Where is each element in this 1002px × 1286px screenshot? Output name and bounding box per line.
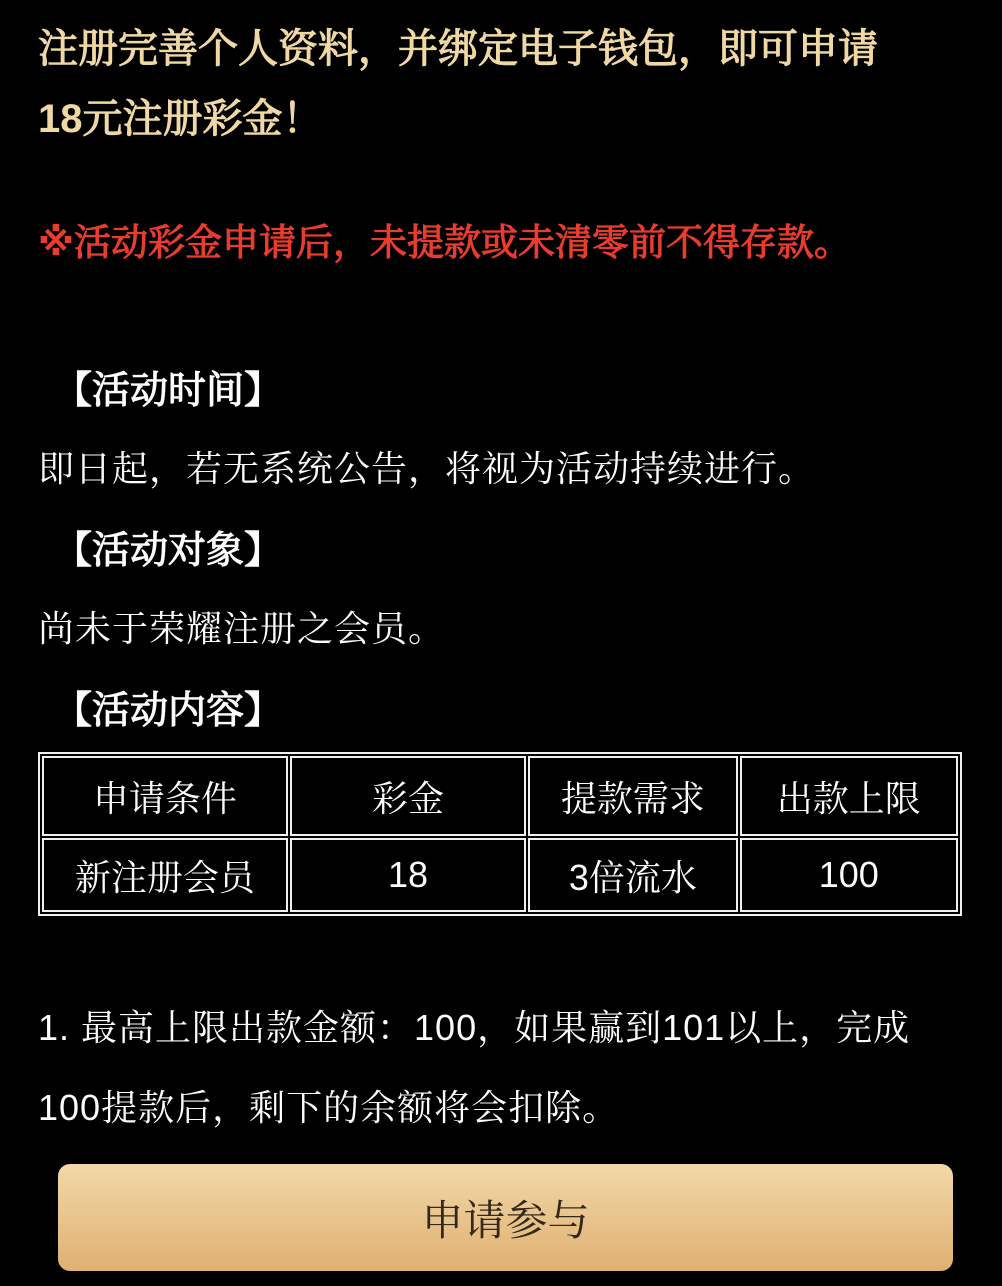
cell-bonus: 18 [290,838,527,912]
header-cell-bonus: 彩金 [290,756,527,836]
apply-button[interactable]: 申请参与 [58,1164,953,1271]
cell-payout-limit: 100 [740,838,958,912]
section-body-target: 尚未于荣耀注册之会员。 [38,608,446,649]
cell-withdrawal-requirement: 3倍流水 [528,838,737,912]
rules-line-2: 100提款后，剩下的余额将会扣除。 [38,1087,620,1128]
promo-table [38,752,962,916]
promo-headline [38,0,962,154]
rules-item-1 [38,988,962,1148]
headline-line-1: 注册完善个人资料，并绑定电子钱包，即可申请 [38,27,878,71]
section-title-time: 【活动时间】 [54,370,283,412]
table-header-row [42,756,958,836]
section-title-target: 【活动对象】 [54,530,283,572]
section-title-content: 【活动内容】 [54,690,283,732]
headline-line-2: 18元注册彩金！ [38,97,323,141]
warning-note: ※活动彩金申请后，未提款或未清零前不得存款。 [38,222,851,263]
table-row [42,838,958,912]
rules-line-1: 1. 最高上限出款金额：100，如果赢到101以上，完成 [38,1007,911,1048]
cell-apply-condition: 新注册会员 [42,838,288,912]
header-cell-apply-condition: 申请条件 [42,756,288,836]
section-body-time: 即日起，若无系统公告，将视为活动持续进行。 [38,448,816,489]
header-cell-withdrawal-requirement: 提款需求 [528,756,737,836]
header-cell-payout-limit: 出款上限 [740,756,958,836]
